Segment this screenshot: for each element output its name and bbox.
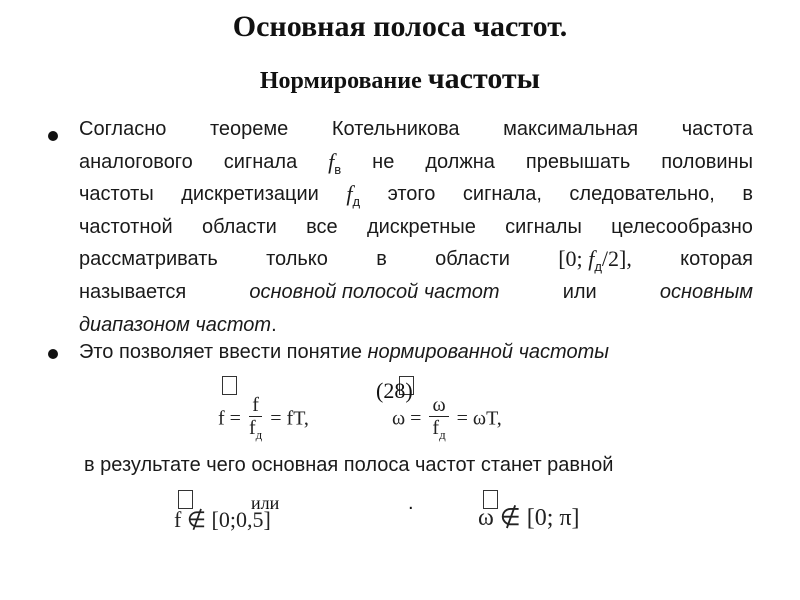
word: половины [661, 150, 753, 173]
word: Согласно [79, 118, 167, 140]
word: области [435, 248, 510, 271]
word: максимальная [503, 118, 639, 140]
rhs-omegaT: = ωT, [456, 407, 502, 430]
interval-expression: [0; $f_д/2$], [558, 246, 632, 275]
word: следовательно, [569, 183, 715, 206]
term-normalized-frequency: нормированной частоты [367, 341, 609, 363]
symbol-f-d: $f_д$ [346, 181, 361, 210]
range-omega [478, 503, 579, 532]
word: или [562, 280, 597, 303]
word: области [201, 215, 277, 238]
word: Котельникова [331, 118, 460, 140]
word: сигнала, [462, 183, 542, 206]
word: в [376, 248, 387, 271]
notin-sign: ∉ [499, 505, 521, 531]
bullet1-line3 [79, 178, 753, 211]
word: теореме [209, 118, 289, 140]
word: не [372, 150, 395, 173]
symbol-omega-hat: ω [392, 407, 406, 430]
hat-placeholder-icon [222, 376, 237, 395]
word: только [266, 248, 328, 271]
word: аналогового [79, 150, 193, 173]
bullet1-paragraph [79, 113, 753, 341]
word: дискретные [366, 215, 476, 238]
page-subtitle [0, 62, 800, 96]
word: в [742, 183, 753, 206]
page-title: Основная полоса частот. [232, 10, 568, 43]
word: должна [425, 150, 495, 173]
bullet1-line5 [79, 243, 753, 276]
word: называется [79, 280, 187, 303]
term-main: основным [659, 280, 753, 303]
bullet1-line6 [79, 276, 753, 309]
range-f [174, 507, 271, 533]
word: все [306, 215, 338, 238]
bullet2-text: Это позволяет ввести понятие [79, 341, 362, 363]
symbol-f-hat: f [218, 407, 225, 430]
equals-sign: = [229, 407, 241, 430]
word: сигналы [505, 215, 582, 238]
word: рассматривать [79, 248, 218, 271]
or-word: или [251, 493, 280, 513]
word: частотной [79, 215, 173, 238]
term-range: диапазоном частот [79, 313, 272, 336]
word: которая [680, 248, 753, 271]
subtitle-part2: частоты [427, 62, 541, 95]
word: частота [681, 118, 753, 140]
separator-dot: . [408, 492, 414, 514]
bullet2-paragraph [79, 336, 753, 369]
bullet1-line4 [79, 211, 753, 244]
formula-f-normalized [218, 394, 309, 446]
fraction-f-over-fd: $\frac{f}{f_д}$ [248, 394, 263, 442]
bullet1-line1 [79, 113, 753, 146]
formula-omega-normalized [392, 394, 502, 446]
word: дискретизации [181, 183, 319, 206]
word: сигнала [223, 150, 298, 173]
equation-number: (28) [376, 378, 413, 403]
symbol-omega-hat: ω [478, 505, 494, 531]
rhs-fT: = fT, [270, 407, 309, 430]
interval-0-pi: [0; π] [526, 505, 580, 531]
term-main-band: основной полосой частот [249, 280, 500, 303]
symbol-f-v: $f_в$ [328, 148, 342, 177]
word: этого [387, 183, 436, 206]
subtitle-part1: Нормирование [259, 68, 422, 94]
bullet-icon [48, 349, 58, 359]
interval-0-05: [0;0,5] [211, 507, 271, 532]
notin-sign: ∉ [186, 507, 206, 532]
fraction-omega-over-fd: $\frac{\omega}{f_д}$ [429, 394, 448, 446]
bullet1-line2 [79, 146, 753, 179]
word: целесообразно [611, 215, 753, 238]
symbol-f-hat: f [174, 507, 182, 532]
result-text: в результате чего основная полоса частот станет равной [84, 454, 614, 476]
equals-sign: = [410, 407, 422, 430]
period: . [271, 313, 277, 336]
word: превышать [525, 150, 631, 173]
bullet-icon [48, 131, 58, 141]
word: частоты [79, 183, 154, 206]
